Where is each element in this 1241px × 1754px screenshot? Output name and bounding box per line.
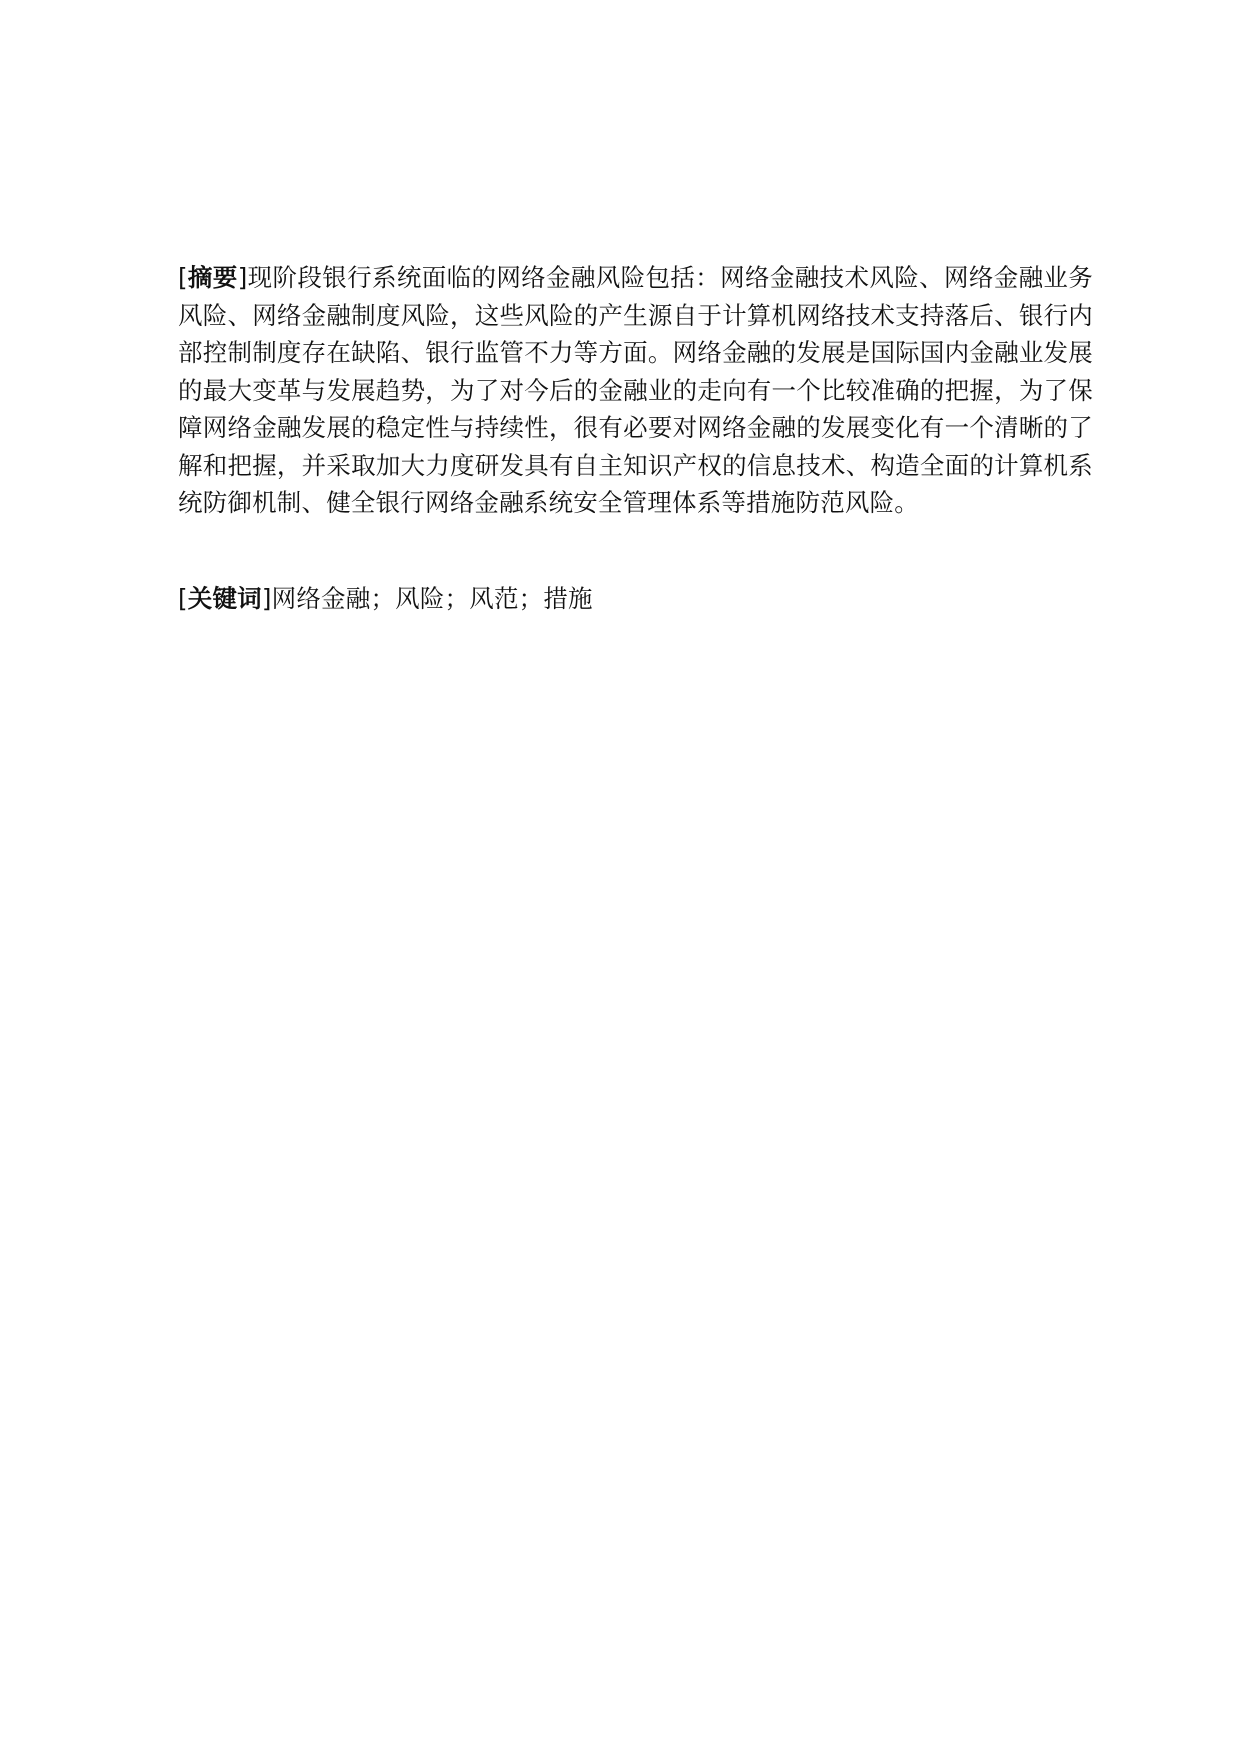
abstract-text: 现阶段银行系统面临的网络金融风险包括：网络金融技术风险、网络金融业务风险、网络金融制度风险，这些风险的产生源自于计算机网络技术支持落后、银行内部控制制度存在缺陷、银行监管不力等方面。网络金融的发展是国际国内金融业发展的最大变革与发展趋势，为了对今后的金融业的走向有一个比较准确的把握，为了保障网络金融发展的稳定性与持续性，很有必要对网络金融的发展变化有一个清晰的了解和把握，并采取加大力度研发具有自主知识产权的信息技术、构造全面的计算机系统防御机制、健全银行网络金融系统安全管理体系等措施防范风险。 [178,263,1094,517]
keywords-text: 网络金融；风险；风范；措施 [271,584,593,613]
abstract-label: 摘要 [187,263,238,292]
keywords-label: 关键词 [187,584,262,613]
keywords-open-bracket: [ [178,584,188,613]
abstract-open-bracket: [ [178,263,188,292]
keywords-close-bracket: ] [261,584,272,613]
abstract-close-bracket: ] [237,263,248,292]
abstract-paragraph [178,259,1093,522]
keywords-paragraph [178,580,1093,618]
